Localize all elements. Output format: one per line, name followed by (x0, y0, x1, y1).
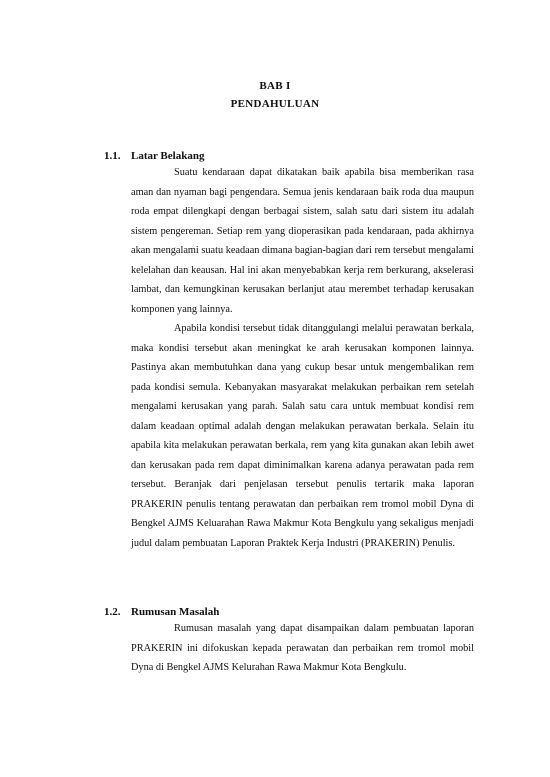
section-title: Latar Belakang (131, 150, 205, 162)
chapter-number: BAB I (259, 80, 291, 92)
chapter-title: PENDAHULUAN (230, 98, 320, 110)
section-body-latar-belakang (131, 163, 474, 553)
section-body-rumusan-masalah (131, 619, 474, 678)
section-number: 1.1. (104, 150, 121, 162)
section-number: 1.2. (104, 606, 121, 618)
paragraph: Apabila kondisi tersebut tidak ditanggulangi melalui perawatan berkala, maka kondisi tersebut akan meningkat ke arah kerusakan komponen lainnya. Pastinya akan membutuhkan dana yang cukup besar untuk mengembalikan rem pada kondisi semula. Kebanyakan masyarakat melakukan perbaikan rem setelah mengalami kerusakan yang parah. Salah satu cara untuk membuat kondisi rem dalam keadaan optimal adalah dengan melakukan perawatan berkala. Selain itu apabila kita melakukan perawatan berkala, rem yang kita gunakan akan lebih awet dan kerusakan pada rem dapat diminimalkan karena adanya perawatan pada rem tersebut. Beranjak dari penjelasan tersebut penulis tertarik maka laporan PRAKERIN penulis tentang perawatan dan perbaikan rem tromol mobil Dyna di Bengkel AJMS Keluarahan Rawa Makmur Kota Bengkulu yang sekaligus menjadi judul dalam pembuatan Laporan Praktek Kerja Industri (PRAKERIN) Penulis. (131, 323, 474, 549)
paragraph: Rumusan masalah yang dapat disampaikan dalam pembuatan laporan PRAKERIN ini difokuskan kepada perawatan dan perbaikan rem tromol mobil Dyna di Bengkel AJMS Kelurahan Rawa Makmur Kota Bengkulu. (131, 623, 474, 673)
paragraph: Suatu kendaraan dapat dikatakan baik apabila bisa memberikan rasa aman dan nyaman bagi pengendara. Semua jenis kendaraan baik roda dua maupun roda empat dilengkapi dengan berbagai sistem, salah satu dari sistem itu adalah sistem pengereman. Setiap rem yang dioperasikan pada kendaraan, pada akhirnya akan mengalami suatu keadaan dimana bagian-bagian dari rem tersebut mengalami kelelahan dan keausan. Hal ini akan menyebabkan kerja rem berkurang, akselerasi lambat, dan kemungkinan kerusakan berlanjut atau merembet terhadap kerusakan komponen yang lainnya. (131, 167, 474, 315)
section-heading-rumusan-masalah (104, 606, 219, 618)
section-heading-latar-belakang (104, 150, 204, 162)
section-title: Rumusan Masalah (131, 606, 220, 618)
